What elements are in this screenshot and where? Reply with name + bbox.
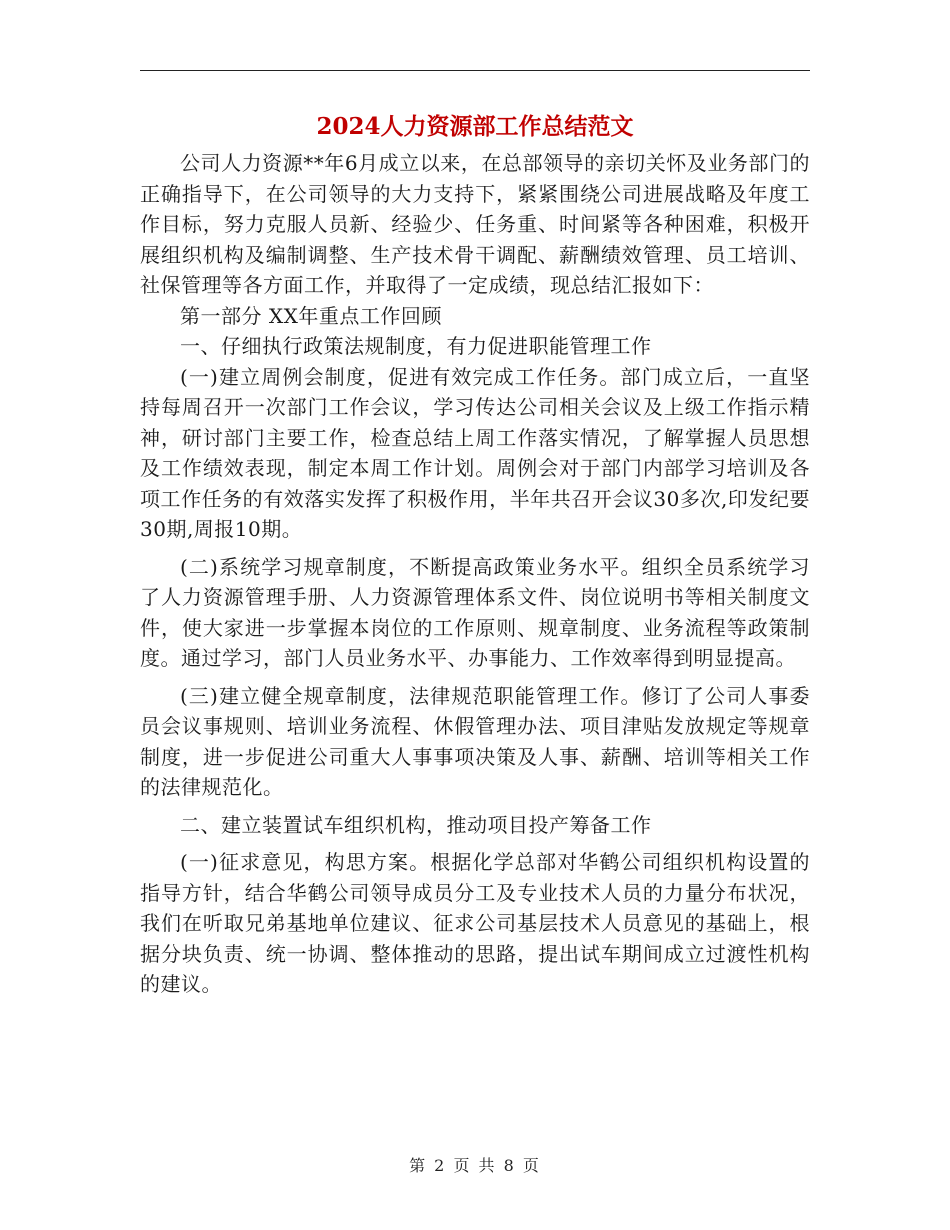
section-heading-1: 一、仔细执行政策法规制度，有力促进职能管理工作 <box>180 334 652 358</box>
header-rule <box>140 70 810 71</box>
part-heading: 第一部分 XX年重点工作回顾 <box>180 303 442 328</box>
subsection-paragraph-1-1: (一)建立周例会制度，促进有效完成工作任务。部门成立后，一直坚持每周召开一次部门工作会议，学习传达公司相关会议及上级工作指示精神，研讨部门主要工作，检查总结上周工作落实情况，了解掌握人员思想及工作绩效表现，制定本周工作计划。周例会对于部门内部学习培训及各项工作任务的有效落实发挥了积极作用，半年共召开会议30多次,印发纪要30期,周报10期。 <box>140 364 810 541</box>
document-body <box>140 148 810 1000</box>
subsection-paragraph-2-1: (一)征求意见，构思方案。根据化学总部对华鹤公司组织机构设置的指导方针，结合华鹤公司领导成员分工及专业技术人员的力量分布状况，我们在听取兄弟基地单位建议、征求公司基层技术人员意见的基础上，根据分块负责、统一协调、整体推动的思路，提出试车期间成立过渡性机构的建议。 <box>140 850 810 996</box>
subsection-paragraph-1-2: (二)系统学习规章制度，不断提高政策业务水平。组织全员系统学习了人力资源管理手册、人力资源管理体系文件、岗位说明书等相关制度文件，使大家进一步掌握本岗位的工作原则、规章制度、业务流程等政策制度。通过学习，部门人员业务水平、办事能力、工作效率得到明显提高。 <box>140 554 810 670</box>
document-title: 2024人力资源部工作总结范文 <box>316 113 634 140</box>
page-number: 第 2 页 共 8 页 <box>409 1156 541 1175</box>
subsection-paragraph-1-3: (三)建立健全规章制度，法律规范职能管理工作。修订了公司人事委员会议事规则、培训业务流程、休假管理办法、项目津贴发放规定等规章制度，进一步促进公司重大人事事项决策及人事、薪酬、培训等相关工作的法律规范化。 <box>140 683 810 799</box>
intro-paragraph: 公司人力资源**年6月成立以来，在总部领导的亲切关怀及业务部门的正确指导下，在公司领导的大力支持下，紧紧围绕公司进展战略及年度工作目标，努力克服人员新、经验少、任务重、时间紧等各种困难，积极开展组织机构及编制调整、生产技术骨干调配、薪酬绩效管理、员工培训、社保管理等各方面工作，并取得了一定成绩，现总结汇报如下： <box>140 151 810 297</box>
section-heading-2: 二、建立装置试车组织机构，推动项目投产筹备工作 <box>180 812 652 837</box>
